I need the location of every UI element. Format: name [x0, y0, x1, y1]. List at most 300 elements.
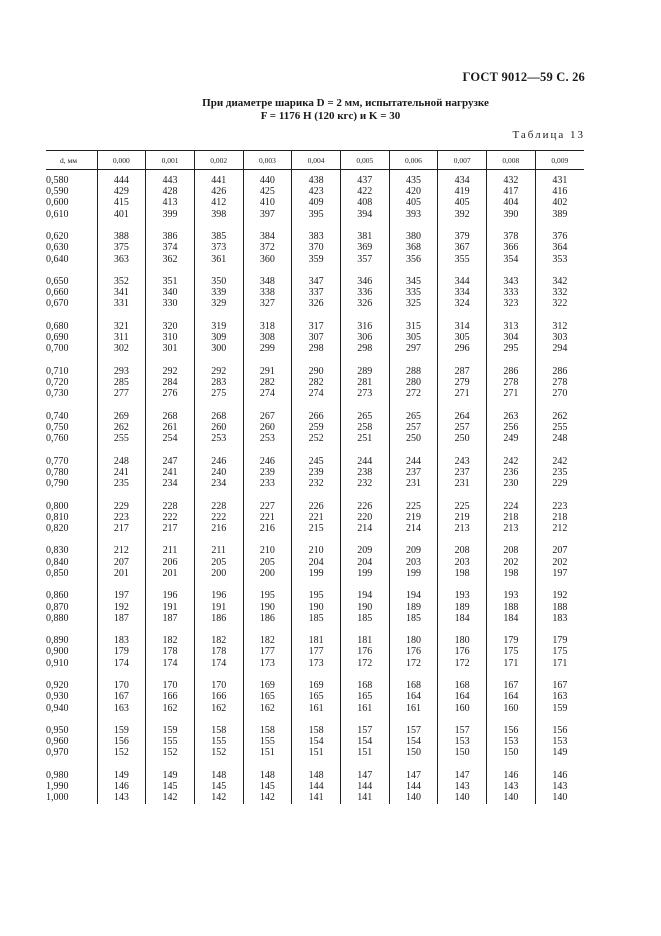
hardness-cell: 303	[535, 332, 584, 343]
table-row	[46, 736, 584, 747]
hardness-cell: 157	[438, 725, 487, 736]
table-row	[46, 590, 584, 601]
spacer-cell	[194, 624, 243, 635]
hardness-cell: 187	[97, 613, 146, 624]
spacer-cell	[194, 310, 243, 321]
hardness-cell: 339	[194, 287, 243, 298]
table-row	[46, 781, 584, 792]
hardness-cell: 255	[535, 422, 584, 433]
hardness-cell: 208	[438, 545, 487, 556]
hardness-cell: 286	[487, 366, 536, 377]
hardness-cell: 170	[194, 680, 243, 691]
table-row	[46, 635, 584, 646]
hardness-cell: 208	[487, 545, 536, 556]
hardness-cell: 398	[194, 209, 243, 220]
spacer-cell	[292, 624, 341, 635]
hardness-cell: 353	[535, 254, 584, 265]
hardness-cell: 344	[438, 276, 487, 287]
hardness-cell: 209	[389, 545, 438, 556]
diameter-cell: 0,960	[46, 736, 69, 748]
hardness-cell: 219	[438, 512, 487, 523]
hardness-cell: 330	[146, 298, 195, 309]
hardness-cell: 182	[243, 635, 292, 646]
hardness-cell: 169	[292, 680, 341, 691]
spacer-cell	[292, 534, 341, 545]
hardness-cell: 393	[389, 209, 438, 220]
spacer-cell	[146, 265, 195, 276]
hardness-cell: 226	[292, 501, 341, 512]
hardness-cell: 350	[194, 276, 243, 287]
hardness-cell: 150	[487, 747, 536, 758]
hardness-cell: 266	[292, 411, 341, 422]
hardness-cell: 236	[487, 467, 536, 478]
hardness-cell: 190	[292, 602, 341, 613]
hardness-cell: 199	[292, 568, 341, 579]
hardness-cell: 241	[97, 467, 146, 478]
hardness-cell: 409	[292, 197, 341, 208]
hardness-cell: 307	[292, 332, 341, 343]
hardness-cell: 238	[340, 467, 389, 478]
diameter-cell: 0,690	[46, 332, 69, 344]
hardness-cell: 253	[194, 433, 243, 444]
hardness-cell: 210	[292, 545, 341, 556]
hardness-cell: 247	[146, 456, 195, 467]
spacer-cell	[146, 220, 195, 231]
hardness-cell: 184	[438, 613, 487, 624]
hardness-cell: 207	[97, 557, 146, 568]
group-spacer	[46, 669, 584, 680]
diameter-cell: 0,580	[46, 175, 69, 186]
hardness-cell: 346	[340, 276, 389, 287]
hardness-cell: 379	[438, 231, 487, 242]
spacer-cell	[243, 310, 292, 321]
hardness-cell: 186	[243, 613, 292, 624]
spacer-cell	[243, 669, 292, 680]
spacer-cell	[194, 444, 243, 455]
spacer-cell	[146, 579, 195, 590]
hardness-cell: 168	[340, 680, 389, 691]
spacer-cell	[389, 489, 438, 500]
hardness-cell: 193	[438, 590, 487, 601]
hardness-cell: 153	[487, 736, 536, 747]
spacer-cell	[292, 579, 341, 590]
hardness-cell: 195	[243, 590, 292, 601]
hardness-cell: 334	[438, 287, 487, 298]
hardness-cell: 229	[97, 501, 146, 512]
diameter-cell: 0,880	[46, 612, 69, 624]
spacer-cell	[438, 444, 487, 455]
spacer-cell	[389, 534, 438, 545]
spacer-cell	[243, 714, 292, 725]
table-row	[46, 501, 584, 512]
table-row	[46, 377, 584, 388]
column-header: 0,001	[146, 151, 195, 170]
hardness-cell: 242	[535, 456, 584, 467]
hardness-cell: 246	[194, 456, 243, 467]
spacer-cell	[243, 579, 292, 590]
spacer-cell	[243, 265, 292, 276]
hardness-cell: 144	[389, 781, 438, 792]
table-row	[46, 411, 584, 422]
spacer-cell	[97, 310, 146, 321]
hardness-cell: 223	[535, 501, 584, 512]
hardness-cell: 257	[438, 422, 487, 433]
table-row	[46, 792, 584, 803]
hardness-cell: 231	[389, 478, 438, 489]
hardness-cell: 147	[438, 770, 487, 781]
group-spacer	[46, 579, 584, 590]
hardness-cell: 173	[292, 658, 341, 669]
spacer-cell	[535, 534, 584, 545]
hardness-cell: 151	[340, 747, 389, 758]
hardness-cell: 300	[194, 343, 243, 354]
table-row	[46, 433, 584, 444]
spacer-cell	[243, 355, 292, 366]
hardness-cell: 281	[340, 377, 389, 388]
spacer-cell	[146, 669, 195, 680]
spacer-cell	[535, 310, 584, 321]
hardness-cell: 201	[97, 568, 146, 579]
spacer-cell	[97, 714, 146, 725]
hardness-cell: 426	[194, 186, 243, 197]
hardness-cell: 166	[194, 691, 243, 702]
spacer-cell	[146, 489, 195, 500]
hardness-cell: 156	[487, 725, 536, 736]
hardness-cell: 260	[243, 422, 292, 433]
column-header-diameter: d, мм	[46, 151, 97, 170]
spacer-cell	[535, 489, 584, 500]
hardness-cell: 438	[292, 170, 341, 187]
spacer-cell	[243, 444, 292, 455]
hardness-cell: 297	[389, 343, 438, 354]
hardness-cell: 197	[97, 590, 146, 601]
hardness-cell: 193	[487, 590, 536, 601]
table-row	[46, 254, 584, 265]
hardness-cell: 147	[389, 770, 438, 781]
spacer-cell	[438, 579, 487, 590]
hardness-cell: 216	[194, 523, 243, 534]
hardness-cell: 140	[389, 792, 438, 803]
table-row	[46, 170, 584, 187]
hardness-cell: 329	[194, 298, 243, 309]
hardness-cell: 141	[292, 792, 341, 803]
spacer-cell	[340, 579, 389, 590]
hardness-cell: 237	[438, 467, 487, 478]
hardness-cell: 319	[194, 321, 243, 332]
hardness-cell: 326	[292, 298, 341, 309]
hardness-cell: 144	[340, 781, 389, 792]
hardness-cell: 221	[243, 512, 292, 523]
hardness-cell: 383	[292, 231, 341, 242]
hardness-cell: 203	[438, 557, 487, 568]
spacer-cell	[438, 399, 487, 410]
hardness-cell: 167	[535, 680, 584, 691]
hardness-cell: 158	[243, 725, 292, 736]
hardness-cell: 361	[194, 254, 243, 265]
spacer-cell	[46, 265, 97, 276]
hardness-cell: 164	[487, 691, 536, 702]
hardness-cell: 241	[146, 467, 195, 478]
hardness-cell: 220	[340, 512, 389, 523]
spacer-cell	[438, 489, 487, 500]
hardness-cell: 374	[146, 242, 195, 253]
spacer-cell	[292, 265, 341, 276]
hardness-cell: 159	[146, 725, 195, 736]
hardness-cell: 228	[146, 501, 195, 512]
hardness-cell: 181	[340, 635, 389, 646]
spacer-cell	[243, 220, 292, 231]
table-row	[46, 478, 584, 489]
hardness-cell: 348	[243, 276, 292, 287]
hardness-cell: 352	[97, 276, 146, 287]
diameter-cell: 0,610	[46, 208, 69, 220]
hardness-cell: 152	[97, 747, 146, 758]
table-row	[46, 321, 584, 332]
table-row	[46, 545, 584, 556]
table-row	[46, 186, 584, 197]
hardness-cell: 331	[97, 298, 146, 309]
hardness-cell: 375	[97, 242, 146, 253]
diameter-cell: 0,940	[46, 702, 69, 714]
hardness-cell: 267	[243, 411, 292, 422]
hardness-cell: 333	[487, 287, 536, 298]
spacer-cell	[340, 714, 389, 725]
spacer-cell	[97, 399, 146, 410]
hardness-cell: 419	[438, 186, 487, 197]
spacer-cell	[46, 220, 97, 231]
spacer-cell	[389, 759, 438, 770]
diameter-cell: 0,970	[46, 747, 69, 759]
spacer-cell	[194, 534, 243, 545]
column-header: 0,007	[438, 151, 487, 170]
hardness-cell: 239	[292, 467, 341, 478]
hardness-cell: 325	[389, 298, 438, 309]
hardness-cell: 431	[535, 170, 584, 187]
hardness-cell: 219	[389, 512, 438, 523]
hardness-cell: 149	[97, 770, 146, 781]
diameter-cell: 0,660	[46, 287, 69, 299]
hardness-cell: 268	[194, 411, 243, 422]
hardness-cell: 167	[487, 680, 536, 691]
hardness-cell: 244	[389, 456, 438, 467]
table-row	[46, 523, 584, 534]
group-spacer	[46, 534, 584, 545]
hardness-cell: 160	[438, 703, 487, 714]
hardness-cell: 240	[194, 467, 243, 478]
hardness-cell: 239	[243, 467, 292, 478]
hardness-cell: 273	[340, 388, 389, 399]
spacer-cell	[340, 759, 389, 770]
hardness-cell: 171	[535, 658, 584, 669]
hardness-cell: 282	[243, 377, 292, 388]
hardness-cell: 354	[487, 254, 536, 265]
hardness-cell: 163	[535, 691, 584, 702]
hardness-cell: 278	[487, 377, 536, 388]
diameter-cell: 0,730	[46, 388, 69, 400]
hardness-cell: 275	[194, 388, 243, 399]
group-spacer	[46, 714, 584, 725]
hardness-cell: 202	[487, 557, 536, 568]
diameter-cell: 0,760	[46, 433, 69, 445]
hardness-cell: 155	[194, 736, 243, 747]
spacer-cell	[438, 310, 487, 321]
hardness-cell: 183	[97, 635, 146, 646]
spacer-cell	[389, 220, 438, 231]
hardness-cell: 340	[146, 287, 195, 298]
hardness-cell: 388	[97, 231, 146, 242]
hardness-cell: 178	[146, 646, 195, 657]
hardness-cell: 283	[194, 377, 243, 388]
hardness-cell: 249	[487, 433, 536, 444]
hardness-cell: 176	[340, 646, 389, 657]
hardness-cell: 305	[438, 332, 487, 343]
hardness-cell: 190	[340, 602, 389, 613]
hardness-cell: 191	[146, 602, 195, 613]
hardness-cell: 197	[535, 568, 584, 579]
table-row	[46, 242, 584, 253]
hardness-cell: 225	[389, 501, 438, 512]
hardness-cell: 173	[243, 658, 292, 669]
hardness-cell: 203	[389, 557, 438, 568]
hardness-cell: 153	[438, 736, 487, 747]
hardness-cell: 355	[438, 254, 487, 265]
spacer-cell	[535, 624, 584, 635]
hardness-cell: 232	[292, 478, 341, 489]
hardness-cell: 298	[292, 343, 341, 354]
hardness-cell: 143	[535, 781, 584, 792]
spacer-cell	[46, 534, 97, 545]
hardness-cell: 429	[97, 186, 146, 197]
hardness-cell: 422	[340, 186, 389, 197]
spacer-cell	[535, 714, 584, 725]
hardness-cell: 212	[97, 545, 146, 556]
hardness-cell: 147	[340, 770, 389, 781]
spacer-cell	[194, 579, 243, 590]
hardness-cell: 176	[438, 646, 487, 657]
hardness-cell: 258	[340, 422, 389, 433]
spacer-cell	[97, 534, 146, 545]
hardness-cell: 356	[389, 254, 438, 265]
spacer-cell	[535, 265, 584, 276]
hardness-cell: 338	[243, 287, 292, 298]
hardness-cell: 185	[389, 613, 438, 624]
spacer-cell	[292, 489, 341, 500]
hardness-cell: 223	[97, 512, 146, 523]
diameter-cell: 0,830	[46, 545, 69, 557]
hardness-cell: 290	[292, 366, 341, 377]
hardness-cell: 215	[292, 523, 341, 534]
spacer-cell	[438, 759, 487, 770]
hardness-cell: 172	[389, 658, 438, 669]
hardness-cell: 440	[243, 170, 292, 187]
spacer-cell	[487, 534, 536, 545]
hardness-cell: 189	[389, 602, 438, 613]
hardness-cell: 146	[535, 770, 584, 781]
table-body	[46, 170, 584, 804]
hardness-cell: 185	[340, 613, 389, 624]
hardness-cell: 341	[97, 287, 146, 298]
spacer-cell	[389, 669, 438, 680]
hardness-cell: 175	[535, 646, 584, 657]
hardness-cell: 199	[389, 568, 438, 579]
spacer-cell	[97, 220, 146, 231]
table-row	[46, 568, 584, 579]
spacer-cell	[46, 624, 97, 635]
spacer-cell	[487, 714, 536, 725]
spacer-cell	[487, 444, 536, 455]
diameter-cell: 0,630	[46, 242, 69, 254]
hardness-cell: 271	[438, 388, 487, 399]
hardness-cell: 284	[146, 377, 195, 388]
spacer-cell	[535, 444, 584, 455]
spacer-cell	[389, 265, 438, 276]
hardness-cell: 321	[97, 321, 146, 332]
diameter-cell: 1,000	[46, 792, 69, 804]
hardness-cell: 190	[243, 602, 292, 613]
spacer-cell	[243, 759, 292, 770]
column-header: 0,006	[389, 151, 438, 170]
hardness-cell: 225	[438, 501, 487, 512]
hardness-cell: 272	[389, 388, 438, 399]
hardness-cell: 233	[243, 478, 292, 489]
spacer-cell	[340, 534, 389, 545]
spacer-cell	[292, 759, 341, 770]
spacer-cell	[97, 444, 146, 455]
spacer-cell	[389, 310, 438, 321]
hardness-cell: 265	[340, 411, 389, 422]
hardness-cell: 152	[146, 747, 195, 758]
hardness-cell: 306	[340, 332, 389, 343]
hardness-cell: 235	[535, 467, 584, 478]
hardness-cell: 302	[97, 343, 146, 354]
hardness-cell: 342	[535, 276, 584, 287]
hardness-cell: 322	[535, 298, 584, 309]
hardness-cell: 179	[97, 646, 146, 657]
hardness-cell: 286	[535, 366, 584, 377]
hardness-cell: 332	[535, 287, 584, 298]
hardness-cell: 405	[438, 197, 487, 208]
diameter-cell: 0,950	[46, 725, 69, 737]
hardness-cell: 154	[389, 736, 438, 747]
hardness-cell: 437	[340, 170, 389, 187]
hardness-cell: 151	[292, 747, 341, 758]
diameter-cell: 0,800	[46, 500, 69, 512]
hardness-cell: 143	[97, 792, 146, 803]
column-header: 0,004	[292, 151, 341, 170]
spacer-cell	[487, 489, 536, 500]
hardness-cell: 217	[146, 523, 195, 534]
hardness-cell: 182	[194, 635, 243, 646]
hardness-cell: 167	[97, 691, 146, 702]
hardness-cell: 256	[487, 422, 536, 433]
spacer-cell	[438, 265, 487, 276]
hardness-cell: 265	[389, 411, 438, 422]
diameter-cell: 0,910	[46, 657, 69, 669]
diameter-cell: 0,980	[46, 769, 69, 781]
spacer-cell	[535, 355, 584, 366]
hardness-cell: 432	[487, 170, 536, 187]
hardness-cell: 177	[243, 646, 292, 657]
diameter-cell: 0,700	[46, 343, 69, 355]
hardness-cell: 172	[340, 658, 389, 669]
group-spacer	[46, 624, 584, 635]
spacer-cell	[194, 759, 243, 770]
table-row	[46, 747, 584, 758]
hardness-cell: 435	[389, 170, 438, 187]
spacer-cell	[340, 444, 389, 455]
hardness-cell: 207	[535, 545, 584, 556]
group-spacer	[46, 399, 584, 410]
